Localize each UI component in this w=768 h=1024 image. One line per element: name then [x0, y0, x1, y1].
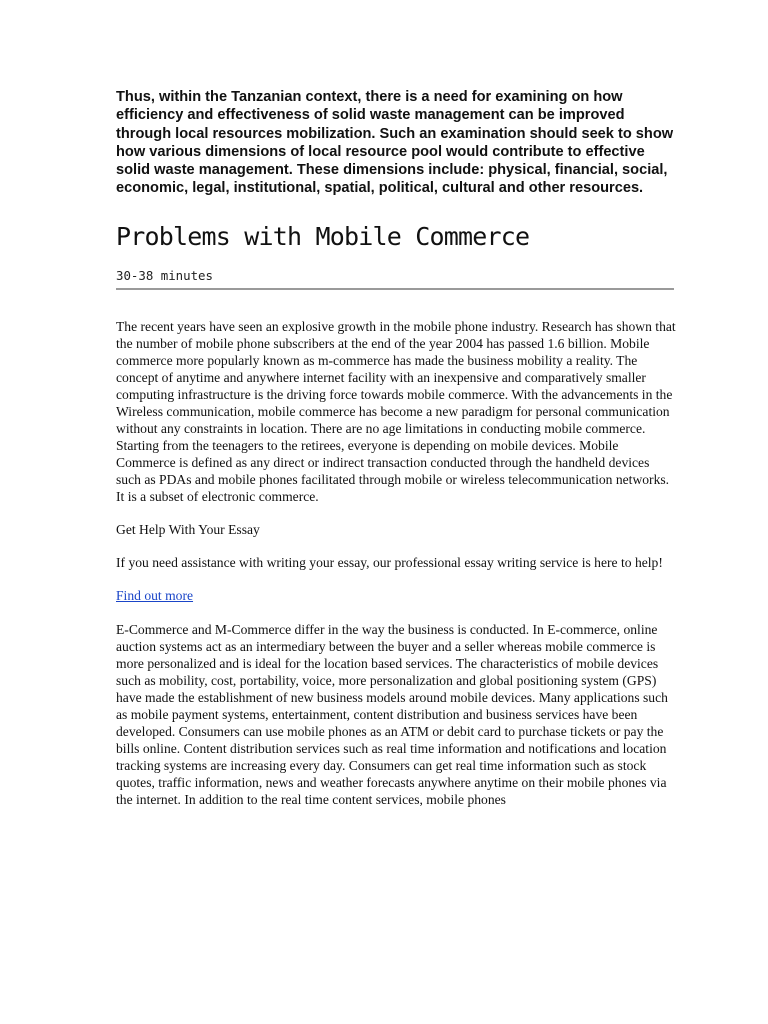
- reading-time: 30-38 minutes: [116, 267, 213, 283]
- find-out-more-link[interactable]: Find out more: [116, 587, 194, 603]
- help-heading: Get Help With Your Essay: [116, 521, 260, 537]
- help-link-row: [116, 587, 676, 605]
- document-page: [116, 88, 676, 808]
- body-paragraph-2: E-Commerce and M-Commerce differ in the way the business is conducted. In E-commerce, online auction systems act as an intermediary between the buyer and a seller whereas mobile commerce is more personalized and is ideal for the location based services. The characteristics of mobile devices such as mobility, cost, portability, voice, more personalization and global positioning system (GPS) have made the establishment of new business models around mobile devices. Many applications such as mobile payment systems, entertainment, content distribution and business services have been developed. Consumers can use mobile phones as an ATM or debit card to purchase tickets or pay the bills online. Content distribution services such as real time information and notifications and location tracking systems are increasing every day. Consumers can get real time information such as stock quotes, traffic information, news and weather forecasts anywhere anytime on their mobile phones via the internet. In addition to the real time content services, mobile phones: [116, 621, 668, 807]
- title-divider: [116, 288, 674, 290]
- article-title: Problems with Mobile Commerce: [116, 221, 530, 251]
- body-paragraph-1: The recent years have seen an explosive growth in the mobile phone industry. Research has shown that the number of mobile phone subscribers at the end of the year 2004 has passed 1.6 billion. Mobile commerce more popularly known as m-commerce has made the business mobility a reality. The concept of anytime and anywhere internet facility with an inexpensive and comparatively smaller computing infrastructure is the driving force towards mobile commerce. With the advancements in the Wireless communication, mobile commerce has become a new paradigm for personal communication without any constraints in location. There are no age limitations in conducting mobile commerce. Starting from the teenagers to the retirees, everyone is depending on mobile devices. Mobile Commerce is defined as any direct or indirect transaction conducted through the handheld devices such as PDAs and mobile phones facilitated through mobile or wireless telecommunication networks. It is a subset of electronic commerce.: [116, 318, 676, 504]
- help-text: If you need assistance with writing your essay, our professional essay writing service is here to help!: [116, 554, 663, 570]
- intro-paragraph: Thus, within the Tanzanian context, there is a need for examining on how efficiency and effectiveness of solid waste management can be improved through local resources mobilization. Such an examination should seek to show how various dimensions of local resource pool would contribute to effective solid waste management. These dimensions include: physical, financial, social, economic, legal, institutional, spatial, political, cultural and other resources.: [116, 89, 674, 197]
